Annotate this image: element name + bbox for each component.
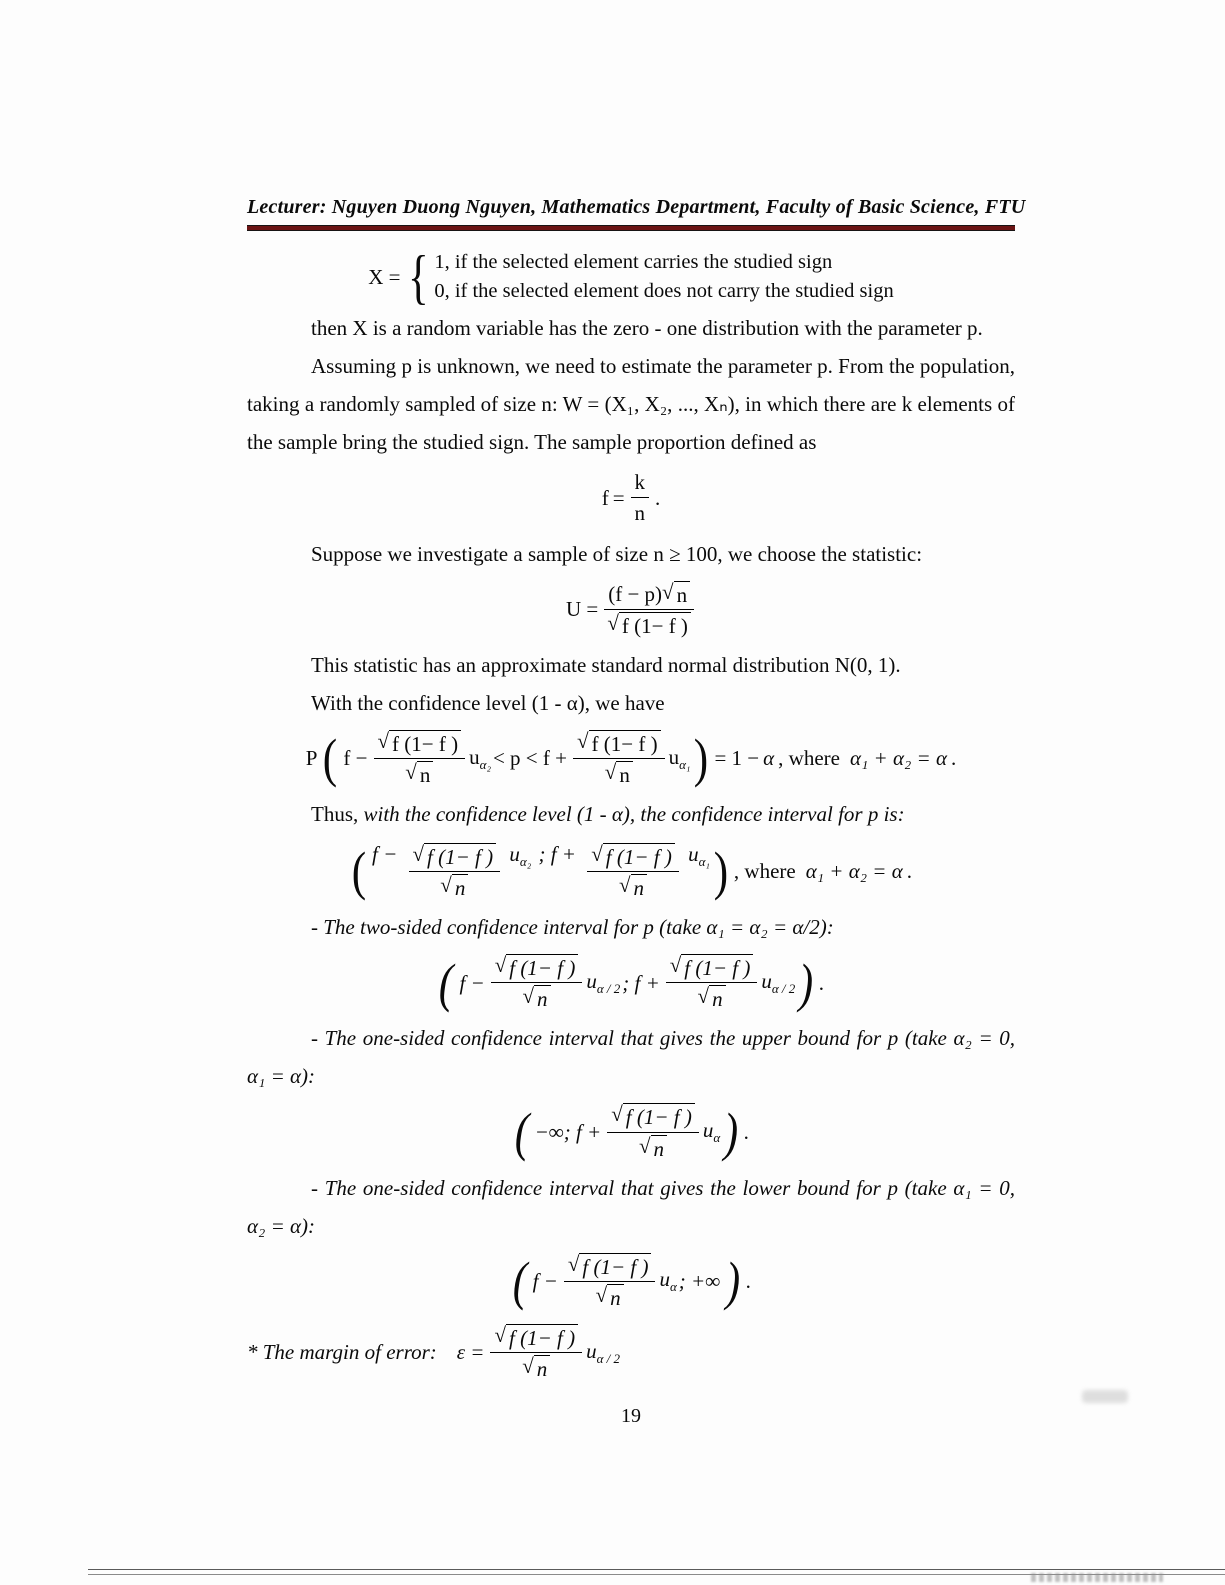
big-right-paren: ) <box>725 1251 741 1312</box>
radicand: f (1− f ) <box>589 730 661 756</box>
sqrt-fraction <box>573 730 665 787</box>
math-token: α₁ + α₂ = α <box>805 858 903 883</box>
big-left-paren: ( <box>514 1102 529 1162</box>
radicand: f (1− f ) <box>681 954 753 980</box>
fraction-denominator <box>698 983 726 1011</box>
radical-sign: √ <box>494 953 507 978</box>
text-segment: Thus, <box>311 802 364 827</box>
fraction-numerator <box>587 843 679 872</box>
math-token: (f − p) <box>608 581 663 606</box>
header-title: Lecturer: Nguyen Duong Nguyen, Mathematics Department, Faculty of Basic Science, FTU <box>247 196 1026 218</box>
math-token: u <box>688 842 699 867</box>
radical-sign: √ <box>522 984 535 1009</box>
square-root <box>596 1284 624 1310</box>
math-token: f − <box>459 970 485 995</box>
fraction-denominator <box>596 1282 624 1310</box>
u-quantile <box>669 744 691 773</box>
math-token: −∞; f + <box>534 1119 602 1144</box>
big-left-paren: ( <box>351 840 367 901</box>
header-rule <box>247 225 1015 231</box>
math-token: f − <box>343 746 368 771</box>
square-root <box>577 730 661 756</box>
paragraph-confidence-level: With the confidence level (1 - α), we have <box>311 690 665 715</box>
square-root <box>619 874 647 900</box>
fraction-denominator <box>522 983 550 1011</box>
math-token: . <box>744 1119 750 1144</box>
fraction-numerator <box>666 954 758 983</box>
math-token: . <box>819 970 825 995</box>
square-root <box>522 985 550 1011</box>
margin-of-error <box>247 1324 1015 1381</box>
fraction-denominator <box>607 610 691 638</box>
formula-lower-interval <box>247 1253 1015 1310</box>
formula-upper-interval <box>247 1103 1015 1160</box>
big-right-paren: ) <box>694 728 709 789</box>
fraction-numerator <box>607 1103 699 1132</box>
math-token: f − <box>372 842 398 867</box>
subscript: α₁ <box>679 756 691 772</box>
footer-noise <box>1031 1573 1163 1582</box>
radical-sign: √ <box>577 728 589 753</box>
left-brace: { <box>407 244 429 310</box>
radical-sign: √ <box>639 1133 651 1158</box>
math-token: < p < f + <box>492 746 567 771</box>
sqrt-fraction <box>666 954 758 1011</box>
radical-sign: √ <box>604 759 617 784</box>
radical-sign: √ <box>412 842 425 867</box>
paragraph-suppose: Suppose we investigate a sample of size n ≥ 100, we choose the statistic: <box>311 541 923 566</box>
square-root <box>639 1135 667 1161</box>
radicand: n <box>709 985 726 1011</box>
paragraph-assuming: Assuming p is unknown, we need to estimate the parameter p. From the population, taking a randomly sampled of size n: W = (X₁, X₂, ..., Xₙ), in which there are k elements of the sample bring the studied sign. The sample proportion defined as <box>247 354 1015 454</box>
square-root <box>440 874 468 900</box>
math-token: u <box>761 969 772 994</box>
u-quantile <box>586 1338 620 1367</box>
square-root <box>495 954 579 980</box>
square-root <box>591 843 675 869</box>
math-token: u <box>469 744 480 769</box>
radicand: f (1− f ) <box>506 1324 578 1350</box>
radical-sign: √ <box>405 759 417 784</box>
math-token: . <box>950 746 957 771</box>
page-number: 19 <box>621 1404 641 1427</box>
sqrt-fraction <box>374 730 466 787</box>
u-quantile <box>469 744 491 773</box>
case-line-1: 1, if the selected element carries the studied sign <box>434 251 833 273</box>
math-token: u <box>702 1118 714 1143</box>
bullet-upper-bound: - The one-sided confidence interval that gives the upper bound for p (take α₂ = 0, α₁ = α): <box>247 1026 1015 1089</box>
big-left-paren: ( <box>512 1251 527 1312</box>
fraction-denominator <box>522 1353 550 1381</box>
fraction-numerator <box>573 730 665 759</box>
radical-sign: √ <box>669 953 682 978</box>
radical-sign: √ <box>697 984 710 1009</box>
subscript: α / 2 <box>771 981 796 997</box>
radicand: n <box>534 985 551 1011</box>
formula-margin-of-error <box>455 1324 620 1381</box>
subscript: α / 2 <box>596 981 621 997</box>
fraction-numerator <box>490 1324 582 1353</box>
square-root <box>494 1324 578 1350</box>
formula-u-statistic <box>247 581 1015 638</box>
fraction-numerator <box>564 1253 656 1282</box>
square-root <box>405 761 433 787</box>
math-token: U = <box>565 597 599 622</box>
formula-probability <box>247 730 1015 787</box>
radical-sign: √ <box>522 1353 534 1378</box>
big-left-paren: ( <box>323 728 338 789</box>
radicand: f (1− f ) <box>506 954 578 980</box>
paragraph-zero-one: then X is a random variable has the zero - one distribution with the parameter p. <box>311 316 983 340</box>
subscript: α₂ <box>519 854 532 870</box>
math-token: , where <box>733 858 796 883</box>
math-token: ; f + <box>538 842 576 867</box>
fraction-denominator <box>605 759 633 787</box>
u-quantile <box>659 1266 676 1295</box>
math-token: k <box>634 470 646 494</box>
math-token: . <box>906 858 912 883</box>
paragraph-distribution: This statistic has an approximate standard normal distribution N(0, 1). <box>311 652 901 677</box>
case-line-2: 0, if the selected element does not carry the studied sign <box>434 280 894 302</box>
square-root <box>522 1355 550 1381</box>
subscript: α <box>713 1130 721 1146</box>
radicand: n <box>651 1135 668 1161</box>
fraction-numerator <box>491 954 583 983</box>
math-token: . <box>746 1269 752 1294</box>
radicand: f (1− f ) <box>623 1103 695 1129</box>
square-root <box>413 843 497 869</box>
fraction-denominator <box>639 1133 667 1161</box>
math-token: ; +∞ <box>678 1269 721 1294</box>
square-root <box>662 581 690 607</box>
fraction-denominator <box>619 872 647 900</box>
radical-sign: √ <box>591 842 603 867</box>
radicand: n <box>452 874 469 900</box>
sqrt-fraction <box>607 1103 699 1160</box>
subscript: α₂ <box>479 756 491 772</box>
u-quantile <box>761 968 795 997</box>
math-token: u <box>668 744 680 769</box>
fraction <box>604 581 694 638</box>
sqrt-fraction <box>564 1253 656 1310</box>
bullet-two-sided: - The two-sided confidence interval for p (take α₁ = α₂ = α/2): <box>311 915 834 940</box>
radical-sign: √ <box>494 1322 507 1347</box>
big-right-paren: ) <box>799 952 814 1013</box>
sqrt-fraction <box>409 843 501 900</box>
margin-smudge <box>1082 1390 1128 1403</box>
page-content <box>247 196 1026 1428</box>
radical-sign: √ <box>595 1282 608 1307</box>
radicand: n <box>417 761 434 787</box>
subscript: α / 2 <box>596 1350 621 1366</box>
margin-of-error-label: * The margin of error: <box>247 1339 437 1364</box>
fraction-denominator <box>635 498 646 526</box>
fraction-numerator <box>631 469 650 498</box>
math-token: ε = <box>456 1340 485 1365</box>
radicand: f (1− f ) <box>603 843 675 869</box>
radicand: n <box>631 874 648 900</box>
cases-rows <box>434 248 893 306</box>
radical-sign: √ <box>607 610 619 635</box>
fraction <box>631 469 650 527</box>
radical-sign: √ <box>619 873 631 898</box>
math-token: u <box>586 1338 597 1363</box>
math-token: α₁ + α₂ = α <box>849 746 947 771</box>
big-right-paren: ) <box>713 840 729 901</box>
radicand: f (1− f ) <box>619 612 691 638</box>
math-token: ; f + <box>622 970 660 995</box>
math-token: P <box>305 746 318 771</box>
radicand: f (1− f ) <box>389 730 461 756</box>
radical-sign: √ <box>611 1102 623 1127</box>
u-quantile <box>688 842 710 870</box>
math-token: u <box>659 1267 670 1292</box>
radicand: n <box>534 1355 551 1381</box>
radicand: f (1− f ) <box>424 843 496 869</box>
radicand: n <box>616 761 633 787</box>
cases-equation <box>247 244 1015 310</box>
math-token: f − <box>532 1269 558 1294</box>
square-root <box>568 1253 652 1279</box>
square-root <box>605 761 633 787</box>
square-root <box>698 985 726 1011</box>
math-token: = <box>612 485 625 510</box>
math-token: u <box>509 842 520 867</box>
radical-sign: √ <box>377 728 390 753</box>
math-token: = 1 − <box>714 746 760 771</box>
square-root <box>607 612 691 638</box>
math-token: , where <box>778 746 840 771</box>
math-token: u <box>586 969 597 994</box>
u-quantile <box>703 1117 720 1146</box>
math-token: f <box>601 485 609 510</box>
radicand: n <box>607 1284 624 1310</box>
fraction-denominator <box>405 759 433 787</box>
big-right-paren: ) <box>723 1102 739 1162</box>
math-token: . <box>655 485 661 510</box>
sqrt-fraction <box>491 954 583 1011</box>
radicand: f (1− f ) <box>579 1253 651 1279</box>
math-token: n <box>634 501 646 526</box>
subscript: α₁ <box>698 854 710 870</box>
fraction-numerator <box>374 730 466 759</box>
radical-sign: √ <box>567 1251 580 1276</box>
sqrt-fraction <box>587 843 679 900</box>
paragraph-thus <box>247 795 1015 833</box>
square-root <box>670 954 754 980</box>
u-quantile <box>586 968 620 997</box>
formula-two-sided-interval <box>247 954 1015 1011</box>
sqrt-fraction <box>490 1324 582 1381</box>
subscript: α <box>669 1279 677 1295</box>
fraction-denominator <box>440 872 468 900</box>
fraction-numerator <box>409 843 501 872</box>
bullet-lower-bound: - The one-sided confidence interval that gives the lower bound for p (take α₁ = 0, α₂ = α): <box>247 1175 1015 1238</box>
u-quantile <box>509 842 532 870</box>
big-left-paren: ( <box>439 952 454 1013</box>
radical-sign: √ <box>662 579 674 604</box>
radicand: n <box>674 581 691 607</box>
fraction-numerator <box>604 581 694 610</box>
cases-lhs: X = <box>368 264 401 289</box>
formula-confidence-interval <box>247 841 1015 900</box>
square-root <box>611 1103 695 1129</box>
math-token: α <box>763 746 775 771</box>
radical-sign: √ <box>440 873 452 898</box>
text-segment-italic: with the confidence level (1 - α), the confidence interval for p is: <box>363 802 905 827</box>
formula-sample-proportion <box>247 469 1015 527</box>
square-root <box>378 730 462 756</box>
